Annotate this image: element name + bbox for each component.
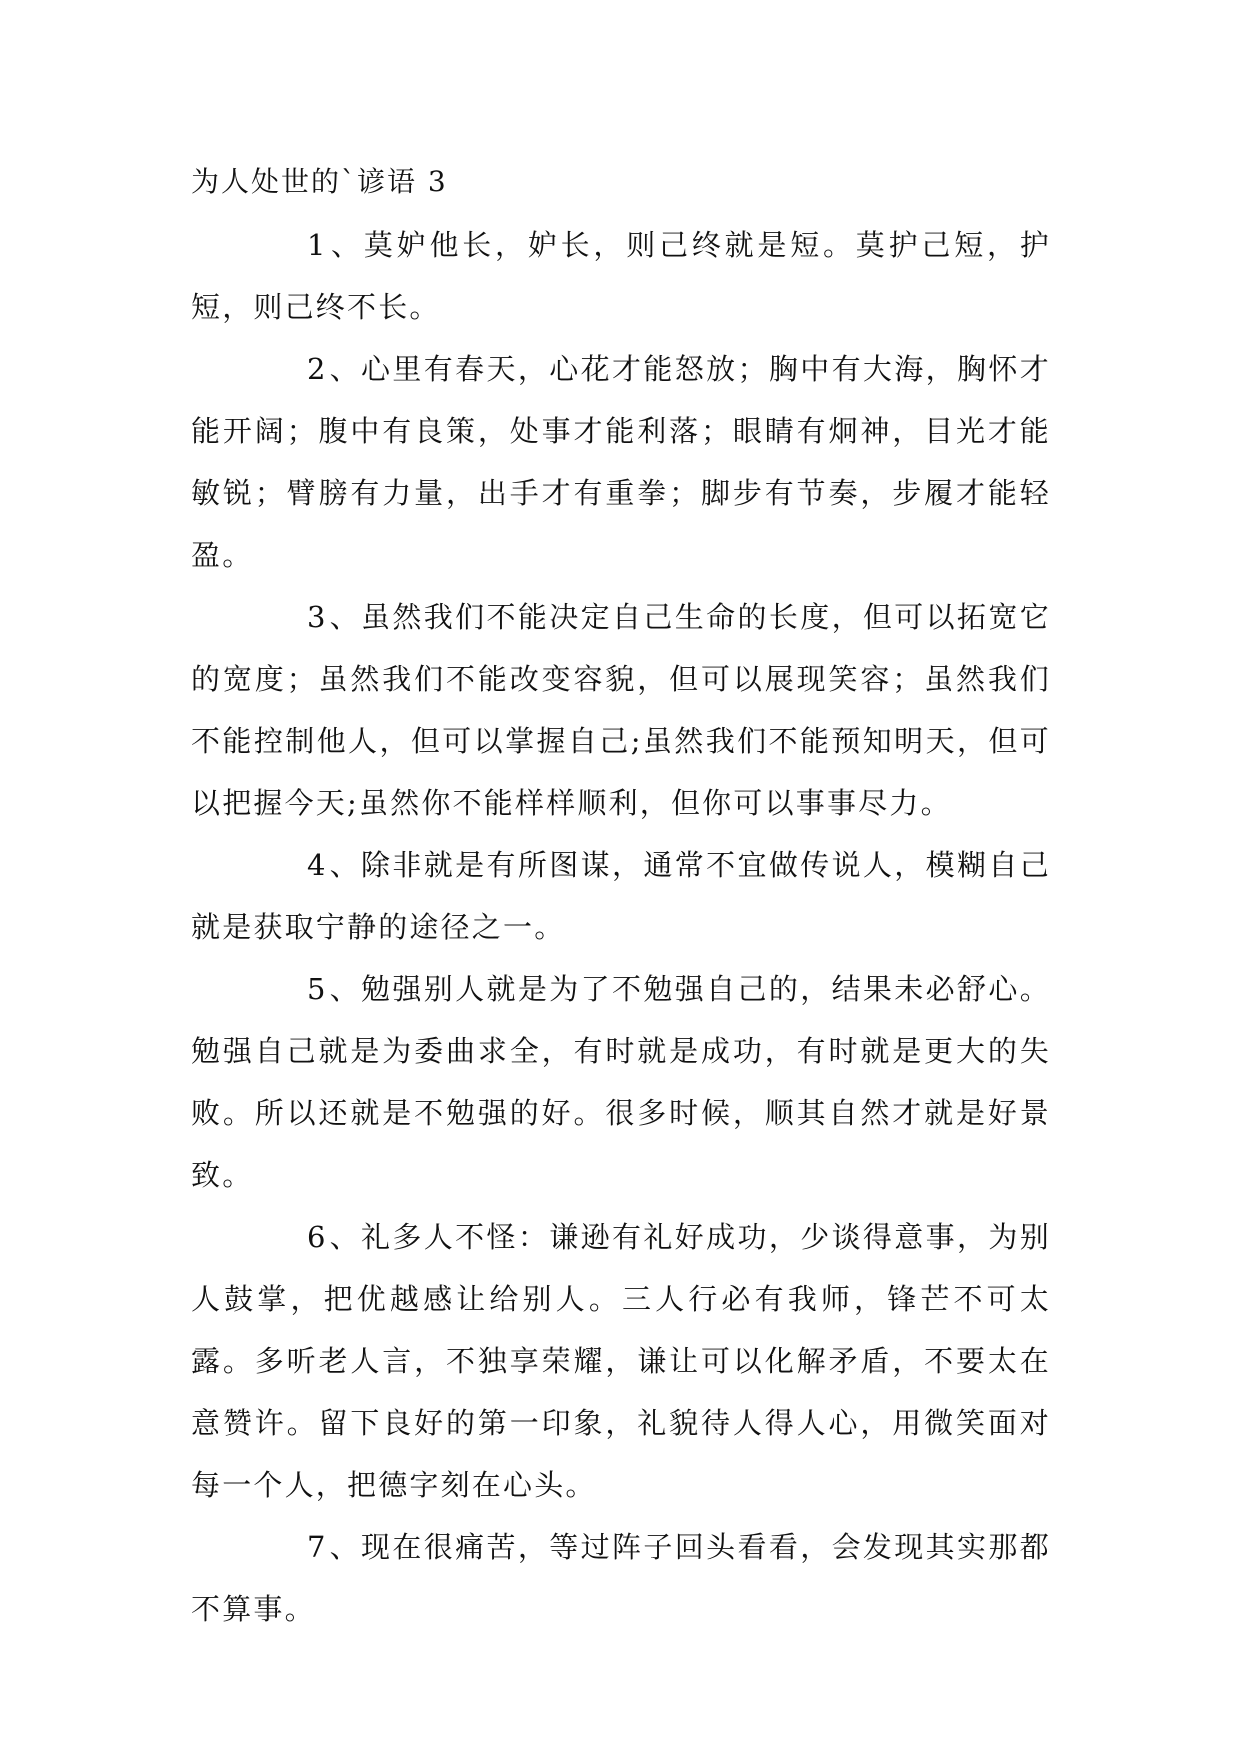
item-text: 、礼多人不怪：谦逊有礼好成功，少谈得意事，为别人鼓掌，把优越感让给别人。三人行必有我师，锋芒不可太露。多听老人言，不独享荣耀，谦让可以化解矛盾，不要太在意赞许。留下良好的第一印象，礼貌待人得人心，用微笑面对每一个人，把德字刻在心头。 [191,1220,1051,1502]
item-text: 、除非就是有所图谋，通常不宜做传说人，模糊自己就是获取宁静的途径之一。 [191,848,1051,944]
item-text: 、虽然我们不能决定自己生命的长度，但可以拓宽它的宽度；虽然我们不能改变容貌，但可以展现笑容；虽然我们不能控制他人，但可以掌握自己;虽然我们不能预知明天，但可以把握今天;虽然你不能样样顺利，但你可以事事尽力。 [191,600,1051,820]
document-title: 为人处世的`谚语 3 [191,165,448,198]
item-number: 6 [307,1220,326,1254]
proverb-item-4 [191,834,1051,958]
item-text: 、勉强别人就是为了不勉强自己的，结果未必舒心。勉强自己就是为委曲求全，有时就是成功，有时就是更大的失败。所以还就是不勉强的好。很多时候，顺其自然才就是好景致。 [191,972,1051,1192]
proverb-item-3 [191,586,1051,834]
proverb-item-7 [191,1516,1051,1640]
item-number: 5 [307,972,326,1006]
item-number: 4 [307,848,326,882]
item-text: 、莫妒他长，妒长，则己终就是短。莫护己短，护短，则己终不长。 [191,228,1051,324]
item-text: 、现在很痛苦，等过阵子回头看看，会发现其实那都不算事。 [191,1530,1051,1626]
document-body [191,160,1051,1640]
proverb-item-5 [191,958,1051,1206]
item-number: 3 [307,600,326,634]
item-text: 、心里有春天，心花才能怒放；胸中有大海，胸怀才能开阔；腹中有良策，处事才能利落；眼睛有炯神，目光才能敏锐；臂膀有力量，出手才有重拳；脚步有节奏，步履才能轻盈。 [191,352,1051,572]
proverb-item-6 [191,1206,1051,1516]
item-number: 2 [307,352,326,386]
proverb-item-1 [191,214,1051,338]
item-number: 7 [307,1530,326,1564]
proverb-item-2 [191,338,1051,586]
item-number: 1 [307,228,326,262]
